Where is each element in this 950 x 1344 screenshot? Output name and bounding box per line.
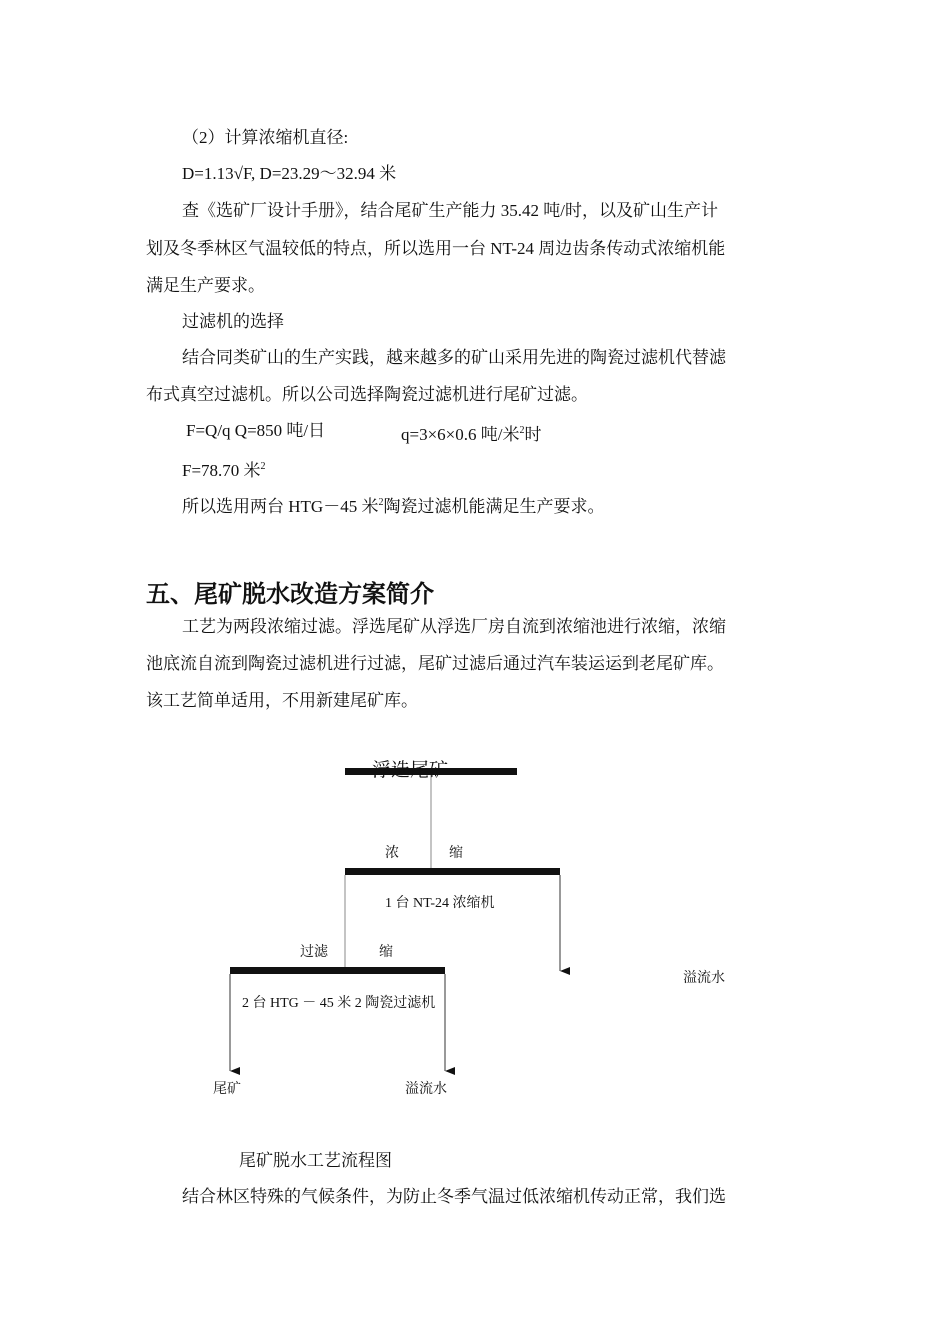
section-heading: 五、尾矿脱水改造方案简介 (146, 580, 434, 608)
label-filter-machine (242, 992, 435, 1012)
filter-bar (230, 967, 445, 974)
label-thickener: 1 台 NT-24 浓缩机 (385, 896, 495, 911)
para-practice-1: 结合同类矿山的生产实践，越来越多的矿山采用先进的陶瓷过滤机代替滤 (182, 348, 726, 367)
para-formula-f-left: F=Q/q Q=850 吨/日 (186, 421, 326, 440)
label-filter-left: 过滤 (300, 945, 328, 960)
label-overflow-1: 溢流水 (683, 971, 725, 986)
para-last: 结合林区特殊的气候条件，为防止冬季气温过低浓缩机传动正常，我们选 (182, 1187, 726, 1206)
section-para-2: 池底流自流到陶瓷过滤机进行过滤，尾矿过滤后通过汽车装运运到老尾矿库。 (146, 654, 724, 673)
para-handbook-1: 查《选矿厂设计手册》，结合尾矿生产能力 35.42 吨/时，以及矿山生产计 (182, 201, 718, 220)
label-thicken-left: 浓 (385, 846, 399, 861)
section-para-3: 该工艺简单适用，不用新建尾矿库。 (146, 691, 418, 710)
para-practice-2: 布式真空过滤机。所以公司选择陶瓷过滤机进行尾矿过滤。 (146, 385, 588, 404)
formula-f-text: F=78.70 米 (182, 461, 261, 480)
label-overflow-2: 溢流水 (405, 1082, 447, 1097)
conclusion-post: 陶瓷过滤机能满足生产要求。 (383, 497, 605, 516)
formula-q-tail: 时 (524, 425, 542, 444)
para-calc-heading: （2）计算浓缩机直径: (182, 128, 349, 147)
superscript: 2 (519, 425, 525, 436)
label-thicken-right: 缩 (449, 846, 463, 861)
superscript: 2 (260, 461, 266, 472)
para-formula-d: D=1.13√F, D=23.29～32.94 米 (182, 164, 397, 183)
filter-machine-post: 陶瓷过滤机 (365, 995, 436, 1011)
conclusion-pre: 所以选用两台 HTG－45 米 (182, 497, 379, 516)
formula-q-text: q=3×6×0.6 吨/米 (401, 425, 520, 444)
section-para-1: 工艺为两段浓缩过滤。浮选尾矿从浮选厂房自流到浓缩池进行浓缩，浓缩 (182, 617, 726, 636)
label-tailings: 尾矿 (213, 1082, 241, 1097)
label-filter-right: 缩 (379, 945, 393, 960)
diagram-caption: 尾矿脱水工艺流程图 (239, 1151, 392, 1170)
para-handbook-2: 划及冬季林区气温较低的特点，所以选用一台 NT-24 周边齿条传动式浓缩机能 (146, 239, 726, 258)
superscript: 2 (378, 497, 384, 508)
filter-machine-pre: 2 台 HTG － 45 米 2 (242, 996, 366, 1011)
thickener-bar (345, 868, 560, 875)
para-filter-selection: 过滤机的选择 (182, 312, 284, 331)
label-flotation-tailings: 浮选尾矿 (372, 759, 449, 781)
para-handbook-3: 满足生产要求。 (146, 276, 265, 295)
